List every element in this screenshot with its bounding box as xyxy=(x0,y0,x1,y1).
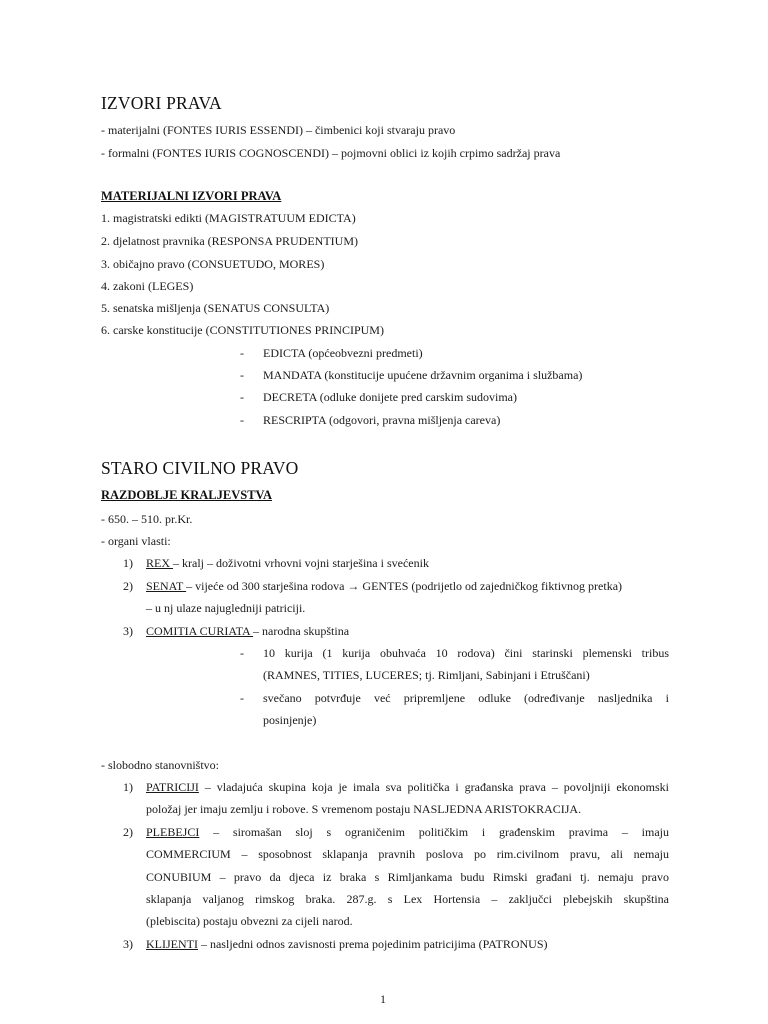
mat-item: 4. zakoni (LEGES) xyxy=(101,279,194,293)
const-item: RESCRIPTA (odgovori, pravna mišljenja careva) xyxy=(263,413,501,427)
organ-comitia-text: – narodna skupština xyxy=(253,624,350,638)
heading-materijalni: MATERIJALNI IZVORI PRAVA xyxy=(101,189,282,203)
list-dash: - xyxy=(240,646,244,660)
term-rex: REX xyxy=(146,556,173,570)
term-klijenti: KLIJENTI xyxy=(146,937,198,951)
curiata-sub-1-line1: 10 kurija (1 kurija obuhvaća 10 rodova) čini starinski plemenski tribus xyxy=(263,646,669,660)
organ-rex xyxy=(146,556,429,570)
heading-izvori-prava: IZVORI PRAVA xyxy=(101,93,222,113)
heading-kraljevstvo: RAZDOBLJE KRALJEVSTVA xyxy=(101,488,272,502)
mat-item: 2. djelatnost pravnika (RESPONSA PRUDENTIUM) xyxy=(101,234,358,248)
class-plebejci xyxy=(146,825,669,839)
class-patriciji xyxy=(146,780,669,794)
const-item: DECRETA (odluke donijete pred carskim sudovima) xyxy=(263,390,517,404)
period-line: - 650. – 510. pr.Kr. xyxy=(101,512,193,526)
organ-senat xyxy=(146,579,622,593)
mat-item: 3. običajno pravo (CONSUETUDO, MORES) xyxy=(101,257,325,271)
slobodno-line: - slobodno stanovništvo: xyxy=(101,758,220,772)
organ-comitia xyxy=(146,624,349,638)
class-plebejci-line: CONUBIUM – pravo da djeca iz braka s Rimljankama budu Rimski građani tj. nemaju pravo xyxy=(146,870,669,884)
organ-senat-line2: – u nj ulaze najugledniji patriciji. xyxy=(146,601,306,615)
curiata-sub-2-line2: posinjenje) xyxy=(263,713,317,727)
list-dash: - xyxy=(240,368,244,382)
list-dash: - xyxy=(240,346,244,360)
organ-rex-text: – kralj – doživotni vrhovni vojni starješina i svećenik xyxy=(173,556,429,570)
mat-item: 6. carske konstitucije (CONSTITUTIONES PRINCIPUM) xyxy=(101,323,384,337)
class-patriciji-line2: položaj jer imaju zemlju i robove. S vremenom postaju NASLJEDNA ARISTOKRACIJA. xyxy=(146,802,582,816)
term-plebejci: PLEBEJCI xyxy=(146,825,200,839)
class-plebejci-text: – siromašan sloj s ograničenim političkim i građenskim pravima – imaju xyxy=(199,825,669,839)
curiata-sub-1-line2: (RAMNES, TITIES, LUCERES; tj. Rimljani, Sabinjani i Etruščani) xyxy=(263,668,590,682)
intro-line-2: - formalni (FONTES IURIS COGNOSCENDI) – pojmovni oblici iz kojih crpimo sadržaj prava xyxy=(101,146,561,160)
mat-item: 5. senatska mišljenja (SENATUS CONSULTA) xyxy=(101,301,330,315)
list-number: 2) xyxy=(123,579,133,593)
list-number: 2) xyxy=(123,825,133,839)
curiata-sub-2-line1: svečano potvrđuje već pripremljene odluke (određivanje nasljednika i xyxy=(263,691,669,705)
mat-item: 1. magistratski edikti (MAGISTRATUUM EDICTA) xyxy=(101,211,356,225)
list-dash: - xyxy=(240,390,244,404)
class-plebejci-last: (plebiscita) postaju obvezni za cijeli narod. xyxy=(146,914,353,928)
term-senat: SENAT xyxy=(146,579,187,593)
organ-senat-text: – vijeće od 300 starješina rodova → GENTES (podrijetlo od zajedničkog fiktivnog pretka) xyxy=(186,579,623,593)
list-dash: - xyxy=(240,413,244,427)
class-plebejci-line: sklapanja valjanog rimskog braka. 287.g. s Lex Hortensia – zaključci plebejskih skupština xyxy=(146,892,669,906)
class-patriciji-text: – vladajuća skupina koja je imala sva politička i građanska prava – povoljniji ekonomski xyxy=(198,780,669,794)
term-patriciji: PATRICIJI xyxy=(146,780,199,794)
list-number: 3) xyxy=(123,937,133,951)
const-item: MANDATA (konstitucije upućene državnim organima i službama) xyxy=(263,368,583,382)
heading-staro-civilno-pravo: STARO CIVILNO PRAVO xyxy=(101,458,299,478)
page-number: 1 xyxy=(380,992,386,1006)
list-number: 3) xyxy=(123,624,133,638)
list-dash: - xyxy=(240,691,244,705)
const-item: EDICTA (općeobvezni predmeti) xyxy=(263,346,423,360)
list-number: 1) xyxy=(123,556,133,570)
list-number: 1) xyxy=(123,780,133,794)
class-klijenti xyxy=(146,937,548,951)
organi-line: - organi vlasti: xyxy=(101,534,171,548)
class-plebejci-line: COMMERCIUM – sposobnost sklapanja pravnih poslova po rim.civilnom pravu, ali nemaju xyxy=(146,847,669,861)
term-comitia-curiata: COMITIA CURIATA xyxy=(146,624,254,638)
intro-line-1: - materijalni (FONTES IURIS ESSENDI) – čimbenici koji stvaraju pravo xyxy=(101,123,456,137)
class-klijenti-text: – nasljedni odnos zavisnosti prema pojedinim patricijima (PATRONUS) xyxy=(197,937,548,951)
